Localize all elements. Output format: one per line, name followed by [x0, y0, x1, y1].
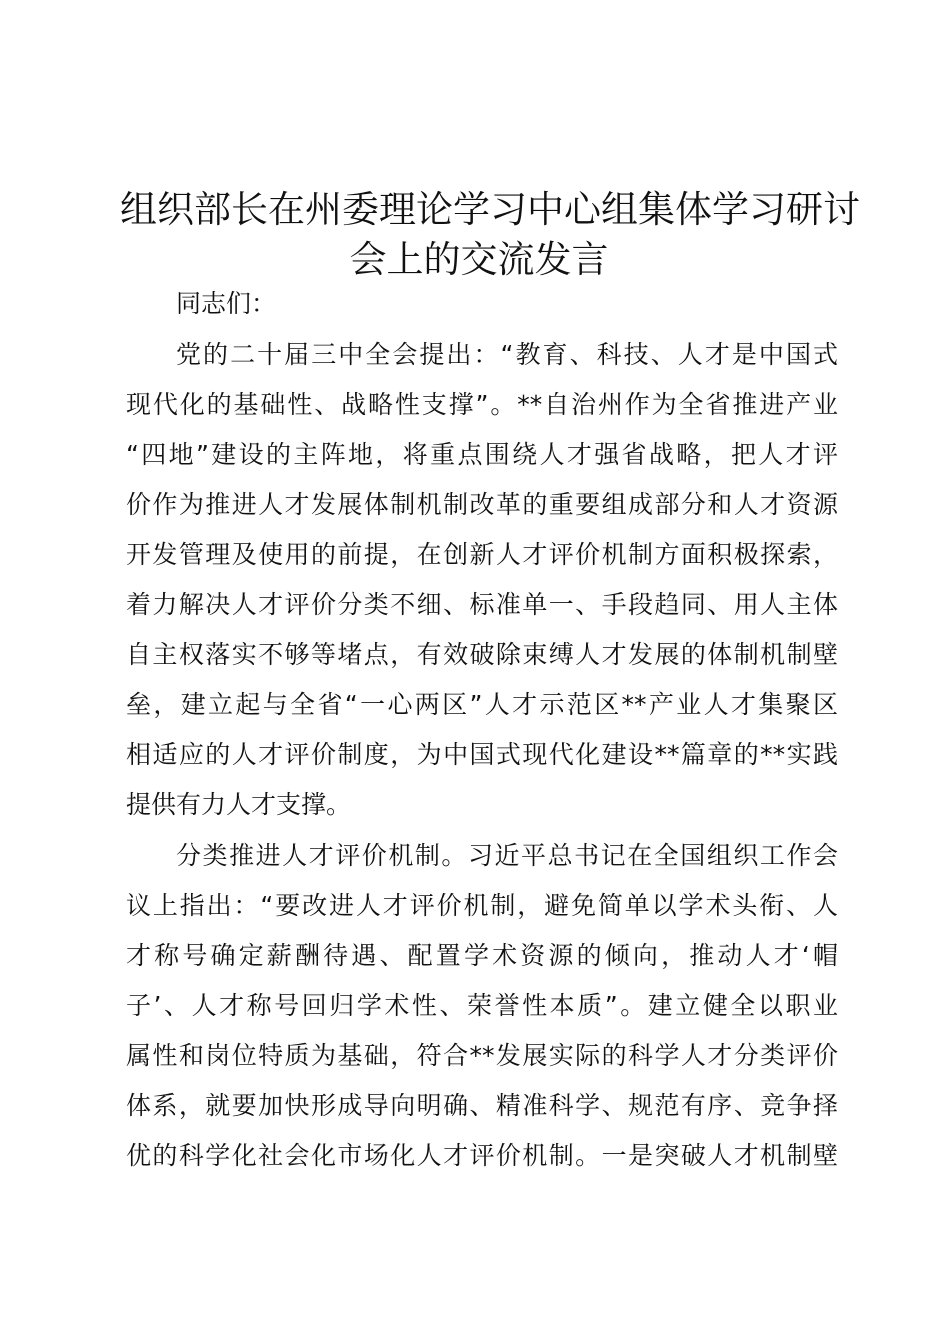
paragraph-2-line-5: 属性和岗位特质为基础，符合**发展实际的科学人才分类评价: [126, 1041, 838, 1070]
paragraph-1-line-10: 提供有力人才支撑。: [126, 790, 352, 819]
paragraph-1-line-7: 自主权落实不够等堵点，有效破除束缚人才发展的体制机制壁: [126, 640, 838, 669]
paragraph-2-line-4: 子’、人才称号回归学术性、荣誉性本质”。建立健全以职业: [126, 991, 838, 1020]
document-title-line-1: 组织部长在州委理论学习中心组集体学习研讨: [120, 188, 860, 231]
salutation: 同志们：: [176, 289, 277, 318]
paragraph-1-line-6: 着力解决人才评价分类不细、标准单一、手段趋同、用人主体: [126, 590, 838, 619]
paragraph-1-line-9: 相适应的人才评价制度，为中国式现代化建设**篇章的**实践: [126, 740, 838, 769]
paragraph-1-line-4: 价作为推进人才发展体制机制改革的重要组成部分和人才资源: [126, 490, 838, 519]
paragraph-2-line-3: 才称号确定薪酬待遇、配置学术资源的倾向，推动人才‘帽: [126, 941, 838, 970]
paragraph-1-line-1: 党的二十届三中全会提出：“教育、科技、人才是中国式: [176, 340, 838, 369]
document-title-line-2: 会上的交流发言: [349, 238, 609, 281]
paragraph-2-line-2: 议上指出：“要改进人才评价机制，避免简单以学术头衔、人: [126, 891, 838, 920]
paragraph-1-line-3: “四地”建设的主阵地，将重点围绕人才强省战略，把人才评: [126, 440, 838, 469]
paragraph-1-line-2: 现代化的基础性、战略性支撑”。**自治州作为全省推进产业: [126, 390, 838, 419]
paragraph-2-line-6: 体系，就要加快形成导向明确、精准科学、规范有序、竞争择: [126, 1091, 838, 1120]
paragraph-2-line-1: 分类推进人才评价机制。习近平总书记在全国组织工作会: [176, 841, 838, 870]
paragraph-1-line-8: 垒，建立起与全省“一心两区”人才示范区**产业人才集聚区: [126, 690, 838, 719]
paragraph-2-line-7: 优的科学化社会化市场化人才评价机制。一是突破人才机制壁: [126, 1141, 838, 1170]
paragraph-1-line-5: 开发管理及使用的前提，在创新人才评价机制方面积极探索，: [126, 540, 838, 569]
